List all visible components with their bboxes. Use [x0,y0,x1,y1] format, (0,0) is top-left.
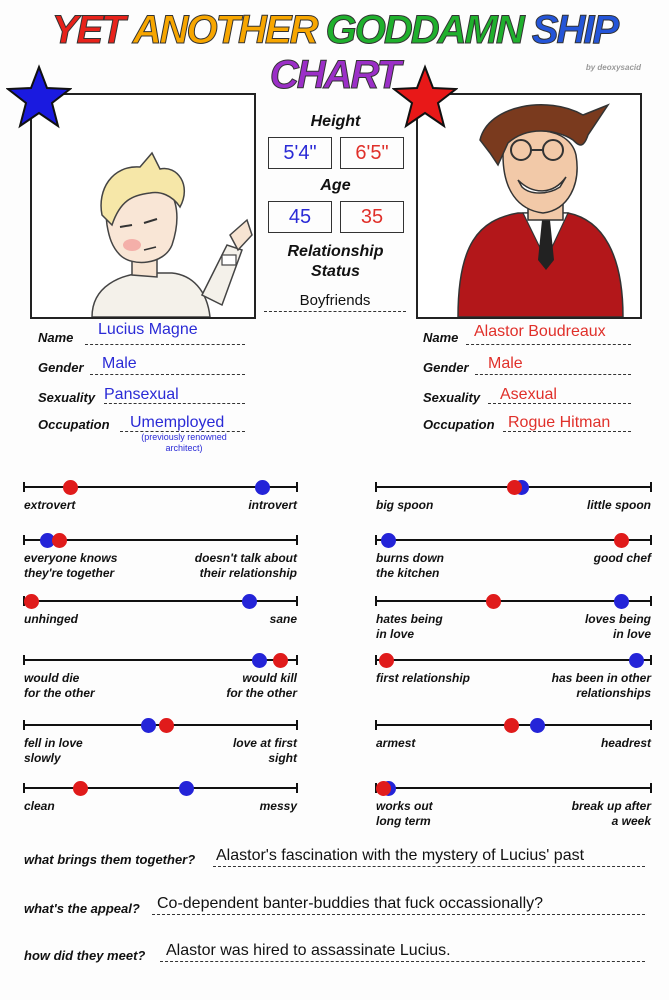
left-slider-2-right-tick [296,535,298,545]
left-slider-6-right-label-line: messy [259,799,297,813]
question-meet-label: how did they meet? [24,948,146,963]
height-right-box: 6'5" [340,137,404,169]
left-slider-1-left-tick [23,482,25,492]
left-slider-5-left-label-line: slowly [24,751,61,765]
right-slider-6-right-tick [650,783,652,793]
right-slider-6-left-label [376,799,433,829]
right-slider-4-right-label-line: relationships [576,686,651,700]
right-slider-4-left-label-line: first relationship [376,671,471,685]
left-slider-3-left-label [24,612,78,627]
question-appeal-answer: Co-dependent banter-buddies that fuck occassionally? [157,895,544,912]
left-slider-4-left-label-line: for the other [24,686,95,700]
left-slider-2-right-label-line: their relationship [199,566,297,580]
right-slider-3-right-label-line: in love [612,627,651,641]
question-meet-line [160,961,645,962]
right-slider-2-red-marker [614,533,629,548]
relationship-value: Boyfriends [299,292,371,309]
right-slider-1-right-label-line: little spoon [587,498,651,512]
relationship-label-line1: Relationship [287,243,384,260]
height-label: Height [310,113,361,130]
title-word-4: SHIP [531,8,618,52]
right-gender-value: Male [488,355,523,372]
right-name-line [466,344,631,345]
left-occupation-note [120,432,248,454]
left-slider-3-red-marker [24,594,39,609]
title-word-2: ANOTHER [132,8,317,52]
right-slider-1-left-tick [375,482,377,492]
right-slider-5-right-label-line: headrest [600,736,651,750]
right-name-value: Alastor Boudreaux [474,323,606,340]
left-sexuality-label: Sexuality [38,390,96,405]
right-slider-5-red-marker [504,718,519,733]
left-occupation-note-line2: architect) [165,443,203,453]
right-slider-4-line [376,659,651,661]
right-slider-4-right-tick [650,655,652,665]
right-slider-5-left-tick [375,720,377,730]
right-slider-6-left-label-line: works out [376,799,433,813]
left-slider-4-right-tick [296,655,298,665]
question-appeal-label: what's the appeal? [24,901,140,916]
right-slider-2-right-tick [650,535,652,545]
right-occupation-value: Rogue Hitman [508,414,611,431]
title-word-1: YET [51,8,124,52]
right-slider-2-blue-marker [381,533,396,548]
left-slider-5-right-label [233,736,297,766]
left-slider-6-left-label-line: clean [24,799,55,813]
relationship-underline [264,311,406,312]
right-name-label: Name [423,330,459,345]
right-slider-6-right-label-line: break up after [571,799,651,813]
right-slider-2-left-label [376,551,444,581]
right-slider-1-left-label [376,498,433,513]
left-sexuality-value: Pansexual [104,386,179,403]
right-slider-2-left-label-line: the kitchen [376,566,440,580]
left-slider-4-right-label [226,671,297,701]
left-slider-2-red-marker [52,533,67,548]
age-left-box: 45 [268,201,332,233]
question-appeal-line [152,914,645,915]
left-slider-3-blue-marker [242,594,257,609]
left-slider-6-red-marker [73,781,88,796]
right-slider-1-right-label [587,498,651,513]
right-slider-2-left-label-line: burns down [376,551,444,565]
right-slider-6-line [376,787,651,789]
left-name-label: Name [38,330,74,345]
right-slider-4-right-label [552,671,651,701]
left-slider-3-right-label-line: sane [269,612,297,626]
left-slider-5-left-tick [23,720,25,730]
right-slider-3-right-label-line: loves being [584,612,651,626]
left-slider-2-left-label-line: they're together [24,566,115,580]
left-occupation-label: Occupation [38,417,110,432]
right-slider-1-right-tick [650,482,652,492]
height-left-box: 5'4" [268,137,332,169]
right-slider-2-right-label [594,551,651,566]
relationship-label-line2: Status [311,263,360,280]
left-gender-label: Gender [38,360,84,375]
right-slider-5-left-label [376,736,415,751]
question-together-line [213,866,645,867]
left-slider-2-left-tick [23,535,25,545]
left-slider-1-left-label-line: extrovert [24,498,76,512]
left-slider-2-left-label-line: everyone knows [24,551,118,565]
left-slider-3-right-tick [296,596,298,606]
left-slider-1-blue-marker [255,480,270,495]
right-slider-5-blue-marker [530,718,545,733]
right-slider-4-left-label [376,671,470,686]
right-slider-3-left-label-line: hates being [376,612,443,626]
right-sexuality-value: Asexual [500,386,557,403]
left-occupation-value: Umemployed [130,414,225,431]
right-star-shape [394,67,456,126]
right-slider-3-left-tick [375,596,377,606]
left-name-value: Lucius Magne [98,321,198,338]
left-slider-5-right-label-line: love at first [232,736,297,750]
left-slider-3-right-label [270,612,297,627]
left-occupation-note-line1: (previously renowned [141,432,227,442]
right-slider-3-blue-marker [614,594,629,609]
right-slider-6-red-marker [376,781,391,796]
left-slider-5-right-tick [296,720,298,730]
right-gender-line [475,374,631,375]
right-slider-2-left-tick [375,535,377,545]
left-gender-value: Male [102,355,137,372]
title-word-5: CHART [269,53,400,97]
left-slider-4-right-label-line: for the other [226,686,297,700]
left-slider-6-right-tick [296,783,298,793]
left-slider-5-left-label [24,736,83,766]
right-slider-5-right-tick [650,720,652,730]
right-slider-4-right-label-line: has been in other [551,671,651,685]
right-slider-6-right-label-line: a week [611,814,651,828]
question-together-label: what brings them together? [24,852,196,867]
right-occupation-label: Occupation [423,417,495,432]
right-slider-4-blue-marker [629,653,644,668]
left-slider-2-right-label [195,551,297,581]
left-slider-4-blue-marker [252,653,267,668]
left-slider-5-blue-marker [141,718,156,733]
question-together-answer: Alastor's fascination with the mystery of Lucius' past [216,847,585,864]
right-slider-3-right-label [585,612,651,642]
artist-credit: by deoxysacid [585,63,641,72]
right-slider-6-right-label [572,799,651,829]
age-label: Age [320,177,351,194]
left-slider-6-blue-marker [179,781,194,796]
left-slider-4-right-label-line: would kill [242,671,297,685]
left-star-shape [8,67,70,126]
right-slider-3-left-label [376,612,443,642]
right-slider-4-left-tick [375,655,377,665]
left-slider-6-left-tick [23,783,25,793]
right-slider-2-line [376,539,651,541]
chart-title [0,8,669,98]
right-slider-5-left-label-line: armest [376,736,416,750]
left-slider-6-left-label [24,799,55,814]
left-name-line [85,344,245,345]
age-right-box: 35 [340,201,404,233]
right-slider-3-line [376,600,651,602]
left-slider-5-red-marker [159,718,174,733]
left-slider-1-right-label-line: introvert [248,498,297,512]
right-slider-1-red-marker [507,480,522,495]
right-slider-3-red-marker [486,594,501,609]
right-slider-4-red-marker [379,653,394,668]
left-slider-4-red-marker [273,653,288,668]
left-slider-4-left-label [24,671,95,701]
left-slider-1-left-label [24,498,75,513]
left-slider-2-right-label-line: doesn't talk about [194,551,297,565]
left-slider-1-right-label [248,498,297,513]
right-sexuality-label: Sexuality [423,390,481,405]
relationship-label [258,242,413,282]
right-gender-label: Gender [423,360,469,375]
left-slider-2-left-label [24,551,117,581]
question-meet-answer: Alastor was hired to assassinate Lucius. [166,942,451,959]
left-slider-4-left-tick [23,655,25,665]
right-slider-3-left-label-line: in love [376,627,415,641]
title-word-3: GODDAMN [325,8,523,52]
left-slider-5-right-label-line: sight [268,751,297,765]
right-slider-2-right-label-line: good chef [593,551,651,565]
right-slider-3-right-tick [650,596,652,606]
right-slider-5-right-label [601,736,651,751]
left-slider-6-right-label [260,799,297,814]
left-slider-4-left-label-line: would die [24,671,80,685]
left-slider-1-red-marker [63,480,78,495]
left-slider-1-right-tick [296,482,298,492]
left-slider-5-left-label-line: fell in love [24,736,83,750]
right-slider-6-left-label-line: long term [376,814,431,828]
left-slider-6-line [24,787,297,789]
left-gender-line [90,374,245,375]
left-star-icon [6,64,72,130]
left-slider-3-left-label-line: unhinged [24,612,78,626]
right-slider-1-left-label-line: big spoon [376,498,434,512]
